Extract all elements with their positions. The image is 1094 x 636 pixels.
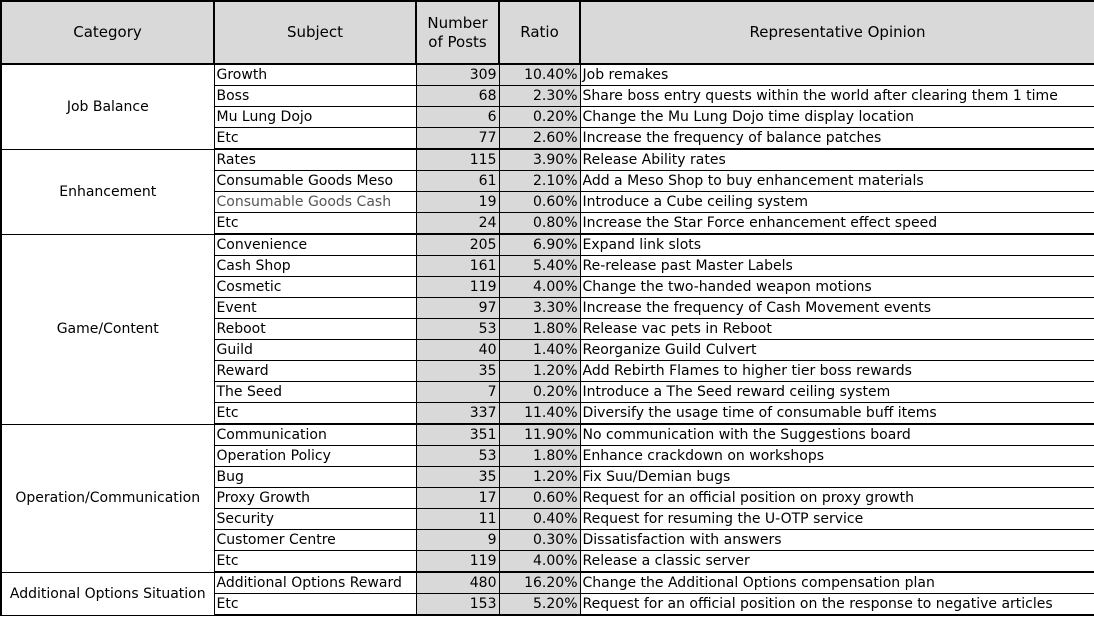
- category-cell: Enhancement: [1, 149, 214, 234]
- posts-cell: 35: [416, 467, 499, 488]
- ratio-cell: 11.90%: [499, 424, 580, 446]
- subject-cell: The Seed: [214, 382, 416, 403]
- subject-cell: Guild: [214, 340, 416, 361]
- ratio-cell: 0.30%: [499, 530, 580, 551]
- opinion-cell: Release a classic server: [580, 551, 1094, 573]
- ratio-cell: 2.60%: [499, 128, 580, 150]
- opinion-cell: Increase the Star Force enhancement effect speed: [580, 213, 1094, 235]
- subject-cell: Etc: [214, 213, 416, 235]
- opinion-cell: Diversify the usage time of consumable buff items: [580, 403, 1094, 425]
- posts-cell: 309: [416, 64, 499, 86]
- subject-cell: Etc: [214, 403, 416, 425]
- subject-cell: Reboot: [214, 319, 416, 340]
- posts-cell: 77: [416, 128, 499, 150]
- ratio-cell: 3.30%: [499, 298, 580, 319]
- ratio-cell: 1.40%: [499, 340, 580, 361]
- ratio-cell: 1.20%: [499, 467, 580, 488]
- header-opinion: Representative Opinion: [580, 1, 1094, 64]
- category-cell: Game/Content: [1, 234, 214, 424]
- posts-cell: 53: [416, 319, 499, 340]
- subject-cell: Customer Centre: [214, 530, 416, 551]
- ratio-cell: 5.40%: [499, 256, 580, 277]
- posts-cell: 337: [416, 403, 499, 425]
- ratio-cell: 3.90%: [499, 149, 580, 171]
- ratio-cell: 0.40%: [499, 509, 580, 530]
- opinion-cell: Request for an official position on the response to negative articles: [580, 594, 1094, 616]
- header-posts-line2: of Posts: [428, 32, 487, 51]
- ratio-cell: 0.60%: [499, 488, 580, 509]
- opinion-cell: Share boss entry quests within the world after clearing them 1 time: [580, 86, 1094, 107]
- category-cell: Additional Options Situation: [1, 572, 214, 615]
- header-row: [1, 1, 1094, 64]
- posts-cell: 153: [416, 594, 499, 616]
- opinion-cell: Request for an official position on proxy growth: [580, 488, 1094, 509]
- posts-cell: 68: [416, 86, 499, 107]
- posts-cell: 61: [416, 171, 499, 192]
- subject-cell: Rates: [214, 149, 416, 171]
- opinion-cell: Introduce a The Seed reward ceiling system: [580, 382, 1094, 403]
- table-row: [1, 149, 1094, 171]
- opinion-cell: Increase the frequency of Cash Movement events: [580, 298, 1094, 319]
- subject-cell: Etc: [214, 551, 416, 573]
- opinion-cell: Re-release past Master Labels: [580, 256, 1094, 277]
- opinion-cell: Request for resuming the U-OTP service: [580, 509, 1094, 530]
- posts-cell: 205: [416, 234, 499, 256]
- subject-cell: Proxy Growth: [214, 488, 416, 509]
- opinion-cell: Add Rebirth Flames to higher tier boss rewards: [580, 361, 1094, 382]
- opinion-cell: Release vac pets in Reboot: [580, 319, 1094, 340]
- posts-cell: 53: [416, 446, 499, 467]
- category-cell: Operation/Communication: [1, 424, 214, 572]
- header-subject: Subject: [214, 1, 416, 64]
- opinion-cell: Job remakes: [580, 64, 1094, 86]
- opinion-cell: Fix Suu/Demian bugs: [580, 467, 1094, 488]
- posts-cell: 6: [416, 107, 499, 128]
- posts-cell: 40: [416, 340, 499, 361]
- subject-cell: Mu Lung Dojo: [214, 107, 416, 128]
- ratio-cell: 6.90%: [499, 234, 580, 256]
- table-body: [1, 64, 1094, 615]
- opinion-cell: Increase the frequency of balance patches: [580, 128, 1094, 150]
- subject-cell: Operation Policy: [214, 446, 416, 467]
- subject-cell: Cosmetic: [214, 277, 416, 298]
- table-row: [1, 234, 1094, 256]
- subject-cell: Etc: [214, 594, 416, 616]
- opinion-cell: Add a Meso Shop to buy enhancement materials: [580, 171, 1094, 192]
- subject-cell: Security: [214, 509, 416, 530]
- category-cell: Job Balance: [1, 64, 214, 149]
- ratio-cell: 10.40%: [499, 64, 580, 86]
- posts-cell: 97: [416, 298, 499, 319]
- posts-cell: 11: [416, 509, 499, 530]
- subject-cell: Etc: [214, 128, 416, 150]
- opinion-cell: Enhance crackdown on workshops: [580, 446, 1094, 467]
- subject-cell: Cash Shop: [214, 256, 416, 277]
- ratio-cell: 1.80%: [499, 446, 580, 467]
- posts-cell: 480: [416, 572, 499, 594]
- opinion-cell: Introduce a Cube ceiling system: [580, 192, 1094, 213]
- subject-cell: Bug: [214, 467, 416, 488]
- subject-cell: Reward: [214, 361, 416, 382]
- subject-cell: Consumable Goods Cash: [214, 192, 416, 213]
- ratio-cell: 1.80%: [499, 319, 580, 340]
- ratio-cell: 4.00%: [499, 277, 580, 298]
- opinion-cell: Change the two-handed weapon motions: [580, 277, 1094, 298]
- ratio-cell: 0.80%: [499, 213, 580, 235]
- opinion-cell: Reorganize Guild Culvert: [580, 340, 1094, 361]
- opinion-cell: No communication with the Suggestions board: [580, 424, 1094, 446]
- opinion-cell: Dissatisfaction with answers: [580, 530, 1094, 551]
- posts-cell: 17: [416, 488, 499, 509]
- ratio-cell: 1.20%: [499, 361, 580, 382]
- ratio-cell: 0.20%: [499, 107, 580, 128]
- posts-cell: 119: [416, 551, 499, 573]
- header-ratio: Ratio: [499, 1, 580, 64]
- table-row: [1, 424, 1094, 446]
- ratio-cell: 2.30%: [499, 86, 580, 107]
- opinion-cell: Change the Mu Lung Dojo time display location: [580, 107, 1094, 128]
- subject-cell: Boss: [214, 86, 416, 107]
- posts-cell: 7: [416, 382, 499, 403]
- subject-cell: Consumable Goods Meso: [214, 171, 416, 192]
- header-posts: [416, 1, 499, 64]
- table-row: [1, 64, 1094, 86]
- posts-cell: 19: [416, 192, 499, 213]
- posts-cell: 161: [416, 256, 499, 277]
- header-category: Category: [1, 1, 214, 64]
- opinion-cell: Release Ability rates: [580, 149, 1094, 171]
- ratio-cell: 16.20%: [499, 572, 580, 594]
- subject-cell: Communication: [214, 424, 416, 446]
- subject-cell: Event: [214, 298, 416, 319]
- posts-cell: 351: [416, 424, 499, 446]
- ratio-cell: 2.10%: [499, 171, 580, 192]
- posts-cell: 115: [416, 149, 499, 171]
- posts-cell: 119: [416, 277, 499, 298]
- header-posts-line1: Number: [427, 13, 488, 32]
- subject-cell: Additional Options Reward: [214, 572, 416, 594]
- table-row: [1, 572, 1094, 594]
- subject-cell: Growth: [214, 64, 416, 86]
- ratio-cell: 0.60%: [499, 192, 580, 213]
- ratio-cell: 4.00%: [499, 551, 580, 573]
- posts-cell: 24: [416, 213, 499, 235]
- ratio-cell: 0.20%: [499, 382, 580, 403]
- posts-cell: 35: [416, 361, 499, 382]
- ratio-cell: 11.40%: [499, 403, 580, 425]
- posts-cell: 9: [416, 530, 499, 551]
- opinion-cell: Expand link slots: [580, 234, 1094, 256]
- opinion-cell: Change the Additional Options compensation plan: [580, 572, 1094, 594]
- ratio-cell: 5.20%: [499, 594, 580, 616]
- subject-cell: Convenience: [214, 234, 416, 256]
